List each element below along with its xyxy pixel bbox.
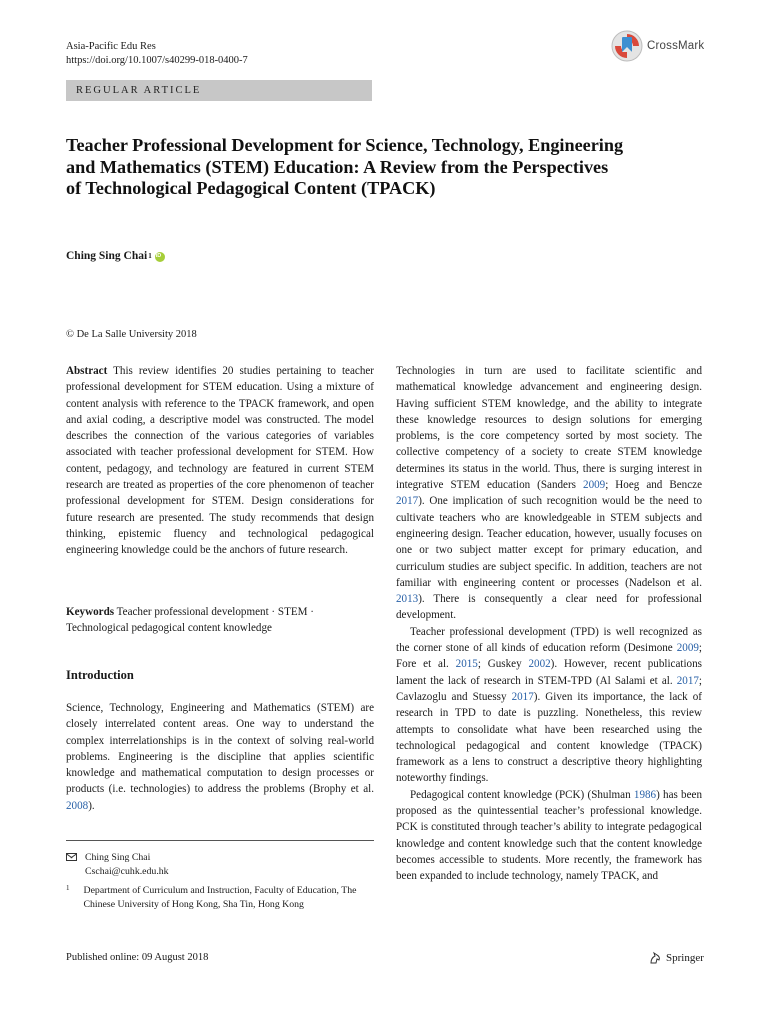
citation-link[interactable]: 2002 — [528, 658, 551, 671]
abstract-section — [66, 363, 374, 559]
orcid-icon[interactable] — [155, 252, 165, 262]
body-text: ). Given its importance, the lack of research in TPD to date is puzzling. Nonetheless, this review attempts to consolidate what have been researched using the technological pedagogical and content knowledge (TPACK) framework as a lens to construct a descriptive theory highlighting noteworthy findings. — [396, 690, 702, 785]
citation-link[interactable]: 2017 — [676, 674, 699, 687]
copyright-notice: © De La Salle University 2018 — [66, 329, 197, 340]
journal-name: Asia-Pacific Edu Res — [66, 41, 156, 52]
correspondence-name: Ching Sing Chai — [85, 852, 151, 863]
citation-link[interactable]: 2017 — [511, 690, 534, 703]
body-paragraph — [396, 363, 702, 624]
springer-horse-icon — [648, 951, 662, 965]
footnote-divider — [66, 840, 374, 841]
affiliation-number: 1 — [66, 884, 70, 892]
citation-link[interactable]: 2017 — [396, 495, 419, 508]
right-column — [396, 363, 702, 885]
body-paragraph — [396, 624, 702, 787]
publisher-name: Springer — [666, 952, 704, 964]
body-text: ; Fore et al. — [396, 642, 702, 671]
publisher-logo[interactable] — [648, 951, 704, 965]
introduction-heading: Introduction — [66, 668, 134, 682]
body-text: ) has been proposed as the quintessential teacher’s professional knowledge. PCK is constituted through teacher’s ability to integrate pedagogical knowledge and content knowledge such that the content knowledge becomes accessible to students. More recently, the framework has been expanded to include technology, namely TPACK, and — [396, 788, 702, 883]
introduction-paragraph — [66, 700, 374, 814]
body-text: ). However, recent publications lament the lack of research in STEM-TPD (Al Salami et al. — [396, 658, 702, 687]
keywords-section — [66, 604, 374, 637]
body-text: ). One implication of such recognition would be the need to cultivate teachers who are knowledgeable in STEM subjects and engineering design. Teacher education, however, usually focuses on one or two subject matter except for primary education, and curriculum studies are subject specific. In addition, teachers are not familiar with engineering content or processes (Nadelson et al. — [396, 495, 702, 589]
envelope-icon — [66, 853, 77, 861]
crossmark-icon — [611, 30, 643, 62]
citation-link[interactable]: 2009 — [583, 479, 606, 492]
author-name[interactable]: Ching Sing Chai — [66, 250, 148, 262]
correspondence-email[interactable]: Cschai@cuhk.edu.hk — [85, 865, 169, 877]
keywords-text: Teacher professional development · STEM · Technological pedagogical content knowledge — [66, 606, 314, 635]
abstract-label: Abstract — [66, 365, 108, 377]
crossmark-label: CrossMark — [647, 40, 705, 52]
body-text: ; Cavlazoglu and Stuessy — [396, 674, 702, 703]
body-text: ). There is consequently a clear need for professional development. — [396, 593, 702, 622]
citation-link[interactable]: 1986 — [633, 788, 657, 801]
affiliation-text: Department of Curriculum and Instruction, Faculty of Education, The Chinese University of Hong Kong, Sha Tin, Hong Kong — [83, 885, 357, 910]
article-type-banner: REGULAR ARTICLE — [66, 80, 372, 101]
body-paragraph — [396, 787, 702, 885]
affiliation-note — [66, 884, 366, 911]
keywords-label: Keywords — [66, 606, 115, 618]
published-date: Published online: 09 August 2018 — [66, 952, 209, 963]
paper-title: Teacher Professional Development for Science, Technology, Engineering and Mathematics (STEM) Education: A Review from the Perspectives of Technological Pedagogical Content (TPACK) — [66, 135, 624, 198]
body-text: ; Guskey — [477, 658, 529, 671]
citation-link[interactable]: 2008 — [66, 799, 89, 812]
author-line — [66, 250, 165, 262]
citation-link[interactable]: 2009 — [676, 642, 699, 655]
crossmark-badge[interactable] — [611, 30, 704, 62]
correspondence-note — [66, 851, 169, 878]
intro-text-end: ). — [88, 799, 95, 812]
citation-link[interactable]: 2013 — [396, 593, 419, 606]
body-text: Technologies in turn are used to facilitate scientific and mathematical knowledge advancement and engineering design. Having sufficient STEM knowledge, and the ability to integrate these knowledge resources to design solutions for emerging problems, is the core competency sorted by most society. The collective competency of a society to create STEM knowledge determines its status in the world. Thus, there is surging interest in integrative STEM education (Sanders — [396, 365, 702, 492]
body-text: ; Hoeg and Bencze — [605, 479, 703, 492]
doi-link[interactable]: https://doi.org/10.1007/s40299-018-0400-7 — [66, 55, 248, 66]
body-text: Teacher professional development (TPD) is well recognized as the corner stone of all kinds of education reform (Desimone — [396, 625, 702, 655]
intro-text: Science, Technology, Engineering and Mathematics (STEM) are closely interrelated content areas. One way to understand the complex interrelationships is in the context of solving real-world problems. Engineering is the discipline that applies scientific knowledge and mathematical computation to design processes or products (i.e. technologies) to address the problems (Brophy et al. — [66, 702, 374, 796]
body-text: Pedagogical content knowledge (PCK) (Shulman — [410, 788, 634, 801]
citation-link[interactable]: 2015 — [455, 658, 478, 671]
author-affiliation-mark: 1 — [148, 252, 152, 260]
journal-header — [66, 40, 248, 68]
abstract-text: This review identifies 20 studies pertaining to teacher professional development for STEM education. Using a mixture of content analysis with reference to the TPACK framework, and open and axial coding, a descriptive model was constructed. The model describes the connection of the various categories of variables associated with teacher professional development for STEM. How content, pedagogy, and technology are featured in current STEM research are treated as properties of the core phenomenon of teacher professional development for STEM. Design considerations for future research are presented. The study recommends that design thinking, epistemic fluency and technological pedagogical engineering knowledge could be the anchors of future research. — [66, 365, 374, 557]
